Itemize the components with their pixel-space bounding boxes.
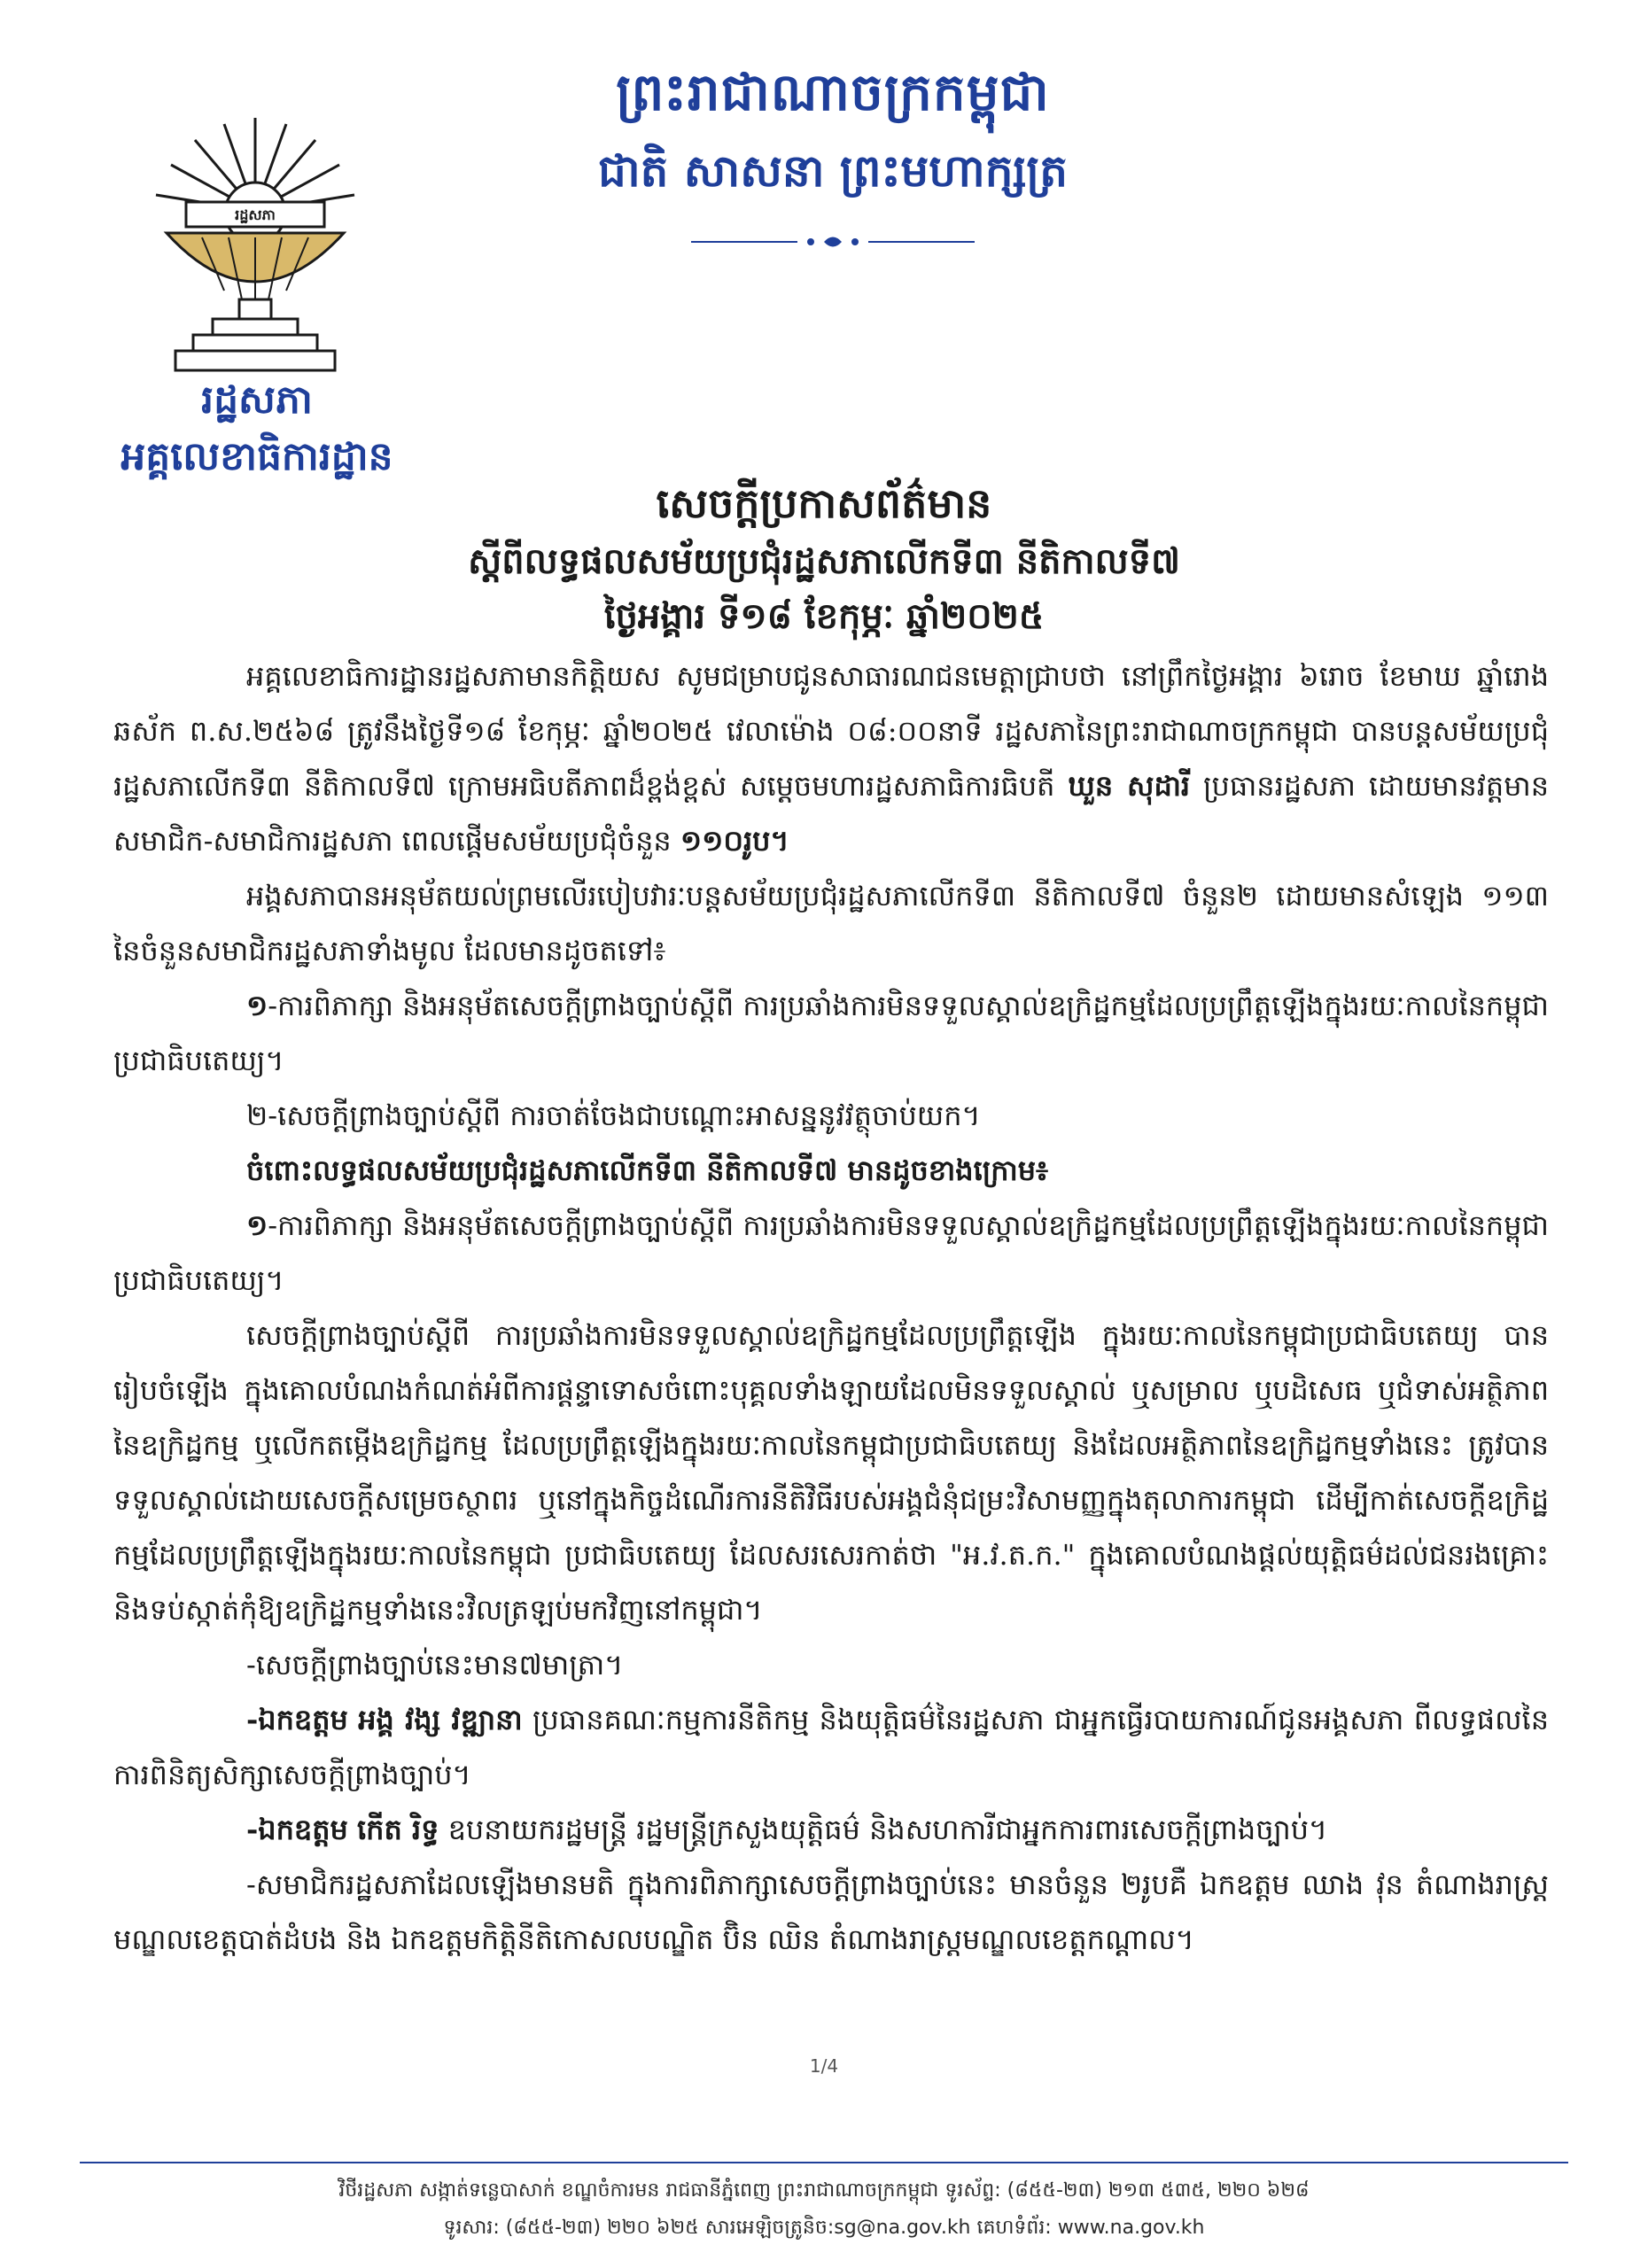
org-department: អគ្គលេខាធិការដ្ឋាន [120, 434, 393, 479]
agenda-item-1-text: -ការពិភាក្សា និងអនុម័តសេចក្តីព្រាងច្បាប់ស្តីពី ការប្រឆាំងការមិនទទួលស្គាល់ឧក្រិដ្ឋកម្មដែលប្រព្រឹត្តឡើងក្នុងរយៈកាលនៃកម្ពុជាប្រជាធិបតេយ្យ។ [113, 989, 1549, 1077]
paragraph-agenda: អង្គសភាបានអនុម័តយល់ព្រមលើរបៀបវារៈបន្តសម័យប្រជុំរដ្ឋសភាលើកទី៣ នីតិកាលទី៧ ចំនួន២ ដោយមានសំឡេង ១១៣ នៃចំនួនសមាជិករដ្ឋសភាទាំងមូល ដែលមានដូចតទៅ៖ [113, 879, 1549, 967]
emblem-label: រដ្ឋសភា [235, 206, 276, 223]
kingdom-heading: ព្រះរាជាណាចក្រកម្ពុជា [616, 62, 1050, 122]
paragraph-defender [113, 1802, 1549, 1857]
rapporteur-title: -ឯកឧត្តម [246, 1703, 348, 1736]
footer-contact: ទូរសារ: (៨៥៥-២៣) ២២០ ៦២៥ សារអេឡិចត្រូនិច:sg@na.gov.kh គេហទំព័រ: www.na.gov.kh [443, 2217, 1205, 2239]
footer-address: វិថីរដ្ឋសភា សង្កាត់ទន្លេបាសាក់ ខណ្ឌចំការមន រាជធានីភ្នំពេញ ព្រះរាជាណាចក្រកម្ពុជា ទូរស័ព្ទ: (៨៥៥-២៣) ២១៣ ៥៣៥, ២២០ ៦២៨ [338, 2179, 1310, 2202]
national-motto: ជាតិ សាសនា ព្រះមហាក្សត្រ [598, 144, 1068, 197]
rapporteur-role: ប្រធានគណៈកម្មការនីតិកម្ម និងយុត្តិធម៌នៃរដ្ឋសភា ជាអ្នកធ្វើរបាយការណ៍ជូនអង្គសភា ពីលទ្ធផលនៃការពិនិត្យសិក្សាសេចក្តីព្រាងច្បាប់។ [113, 1703, 1550, 1791]
national-assembly-emblem-icon [140, 113, 370, 379]
org-name: រដ្ឋសភា [201, 377, 313, 423]
footer-divider [80, 2162, 1568, 2163]
result-item-1 [113, 1198, 1549, 1308]
paragraph-members: -សមាជិករដ្ឋសភាដែលឡើងមានមតិ ក្នុងការពិភាក្សាសេចក្តីព្រាងច្បាប់នេះ មានចំនួន ២រូបគឺ ឯកឧត្តម ឈាង វុន តំណាងរាស្ត្រមណ្ឌលខេត្តបាត់ដំបង និង ឯកឧត្តមកិត្តិនីតិកោសលបណ្ឌិត ប៊ិន ឈិន តំណាងរាស្ត្រមណ្ឌលខេត្តកណ្តាល។ [113, 1868, 1549, 1956]
agenda-item-2: ២-សេចក្តីព្រាងច្បាប់ស្តីពី ការចាត់ចែងជាបណ្តោះអាសន្ននូវវត្ថុចាប់យក។ [246, 1099, 981, 1132]
intro-text: អគ្គលេខាធិការដ្ឋានរដ្ឋសភាមានកិត្តិយស សូមជម្រាបជូនសាធារណជនមេត្តាជ្រាបថា នៅព្រឹកថ្ងៃអង្គារ ៦រោច ខែមាឃ ឆ្នាំរោង ឆស័ក ព.ស.២៥៦៨ ត្រូវនឹងថ្ងៃទី១៨ ខែកុម្ភៈ ឆ្នាំ២០២៥ វេលាម៉ោង ០៨:០០នាទី រដ្ឋសភានៃព្រះរាជាណាចក្រកម្ពុជា បានបន្តសម័យប្រជុំរដ្ឋសភាលើកទី៣ នីតិកាលទី៧ ក្រោមអធិបតីភាពដ៏ខ្ពង់ខ្ពស់ សម្តេចមហារដ្ឋសភាធិការធិបតី [113, 659, 1549, 803]
defender-title: -ឯកឧត្តម [246, 1813, 348, 1846]
defender-role: ឧបនាយករដ្ឋមន្ត្រី រដ្ឋមន្ត្រីក្រសួងយុត្តិធម៌ និងសហការីជាអ្នកការពារសេចក្តីព្រាងច្បាប់។ [447, 1813, 1328, 1846]
agenda-item-1-number: ១ [246, 989, 268, 1022]
agenda-item-1 [113, 978, 1549, 1088]
results-heading: ចំពោះលទ្ធផលសម័យប្រជុំរដ្ឋសភាលើកទី៣ នីតិកាលទី៧ មានដូចខាងក្រោម៖ [246, 1153, 1049, 1187]
defender-name: កើត រិទ្ធ [357, 1813, 439, 1846]
paragraph-law-description: សេចក្តីព្រាងច្បាប់ស្តីពី ការប្រឆាំងការមិនទទួលស្គាល់ឧក្រិដ្ឋកម្មដែលប្រព្រឹត្តឡើង ក្នុងរយៈកាលនៃកម្ពុជាប្រជាធិបតេយ្យ បានរៀបចំឡើង ក្នុងគោលបំណងកំណត់អំពីការផ្តន្ទាទោសចំពោះបុគ្គលទាំងឡាយដែលមិនទទួលស្គាល់ ឬសម្រាល ឬបដិសេធ ឬជំទាស់អត្ថិភាពនៃឧក្រិដ្ឋកម្ម ឬលើកតម្កើងឧក្រិដ្ឋកម្ម ដែលប្រព្រឹត្តឡើងក្នុងរយៈកាលនៃកម្ពុជាប្រជាធិបតេយ្យ និងដែលអត្ថិភាពនៃឧក្រិដ្ឋកម្មទាំងនេះ ត្រូវបានទទួលស្គាល់ដោយសេចក្តីសម្រេចស្ថាពរ ឬនៅក្នុងកិច្ចដំណើរការនីតិវិធីរបស់អង្គជំនុំជម្រះវិសាមញ្ញក្នុងតុលាការកម្ពុជា ដើម្បីកាត់សេចក្តីឧក្រិដ្ឋកម្មដែលប្រព្រឹត្តឡើងក្នុងរយៈកាលនៃកម្ពុជា ប្រជាធិបតេយ្យ ដែលសរសេរកាត់ថា "អ.វ.ត.ក." ក្នុងគោលបំណងផ្តល់យុត្តិធម៌ដល់ជនរងគ្រោះ និងទប់ស្កាត់កុំឱ្យឧក្រិដ្ឋកម្មទាំងនេះវិលត្រឡប់មកវិញនៅកម្ពុជា។ [113, 1318, 1549, 1627]
press-release-body [113, 649, 1549, 1967]
document-subtitle: ស្តីពីលទ្ធផលសម័យប្រជុំរដ្ឋសភាលើកទី៣ នីតិកាលទី៧ [468, 540, 1180, 582]
document-date: ថ្ងៃអង្គារ ទី១៨ ខែកុម្ភៈ ឆ្នាំ២០២៥ [603, 595, 1045, 637]
paragraph-intro [113, 649, 1549, 868]
paragraph-rapporteur [113, 1692, 1549, 1802]
paragraph-articles: -សេចក្តីព្រាងច្បាប់នេះមាន៧មាត្រា។ [246, 1648, 624, 1682]
rapporteur-name: អង្គ វង្ស វឌ្ឍានា [358, 1703, 523, 1736]
attendance-count: ១១០រូប។ [680, 824, 789, 858]
result-item-1-number: ១ [246, 1208, 268, 1242]
result-item-1-text: -ការពិភាក្សា និងអនុម័តសេចក្តីព្រាងច្បាប់ស្តីពី ការប្រឆាំងការមិនទទួលស្គាល់ឧក្រិដ្ឋកម្មដែលប្រព្រឹត្តឡើងក្នុងរយៈកាលនៃកម្ពុជាប្រជាធិបតេយ្យ។ [113, 1208, 1549, 1297]
intro-text-cont: ប្រធានរដ្ឋសភា ដោយមានវត្តមានសមាជិក-សមាជិការដ្ឋសភា ពេលផ្តើមសម័យប្រជុំចំនួន [113, 769, 1550, 858]
president-name: ឃួន សុដារី [1068, 769, 1191, 803]
page-number: 1/4 [809, 2055, 839, 2077]
document-title: សេចក្តីប្រកាសព័ត៌មាន [656, 479, 992, 527]
ornament-divider [691, 232, 975, 252]
